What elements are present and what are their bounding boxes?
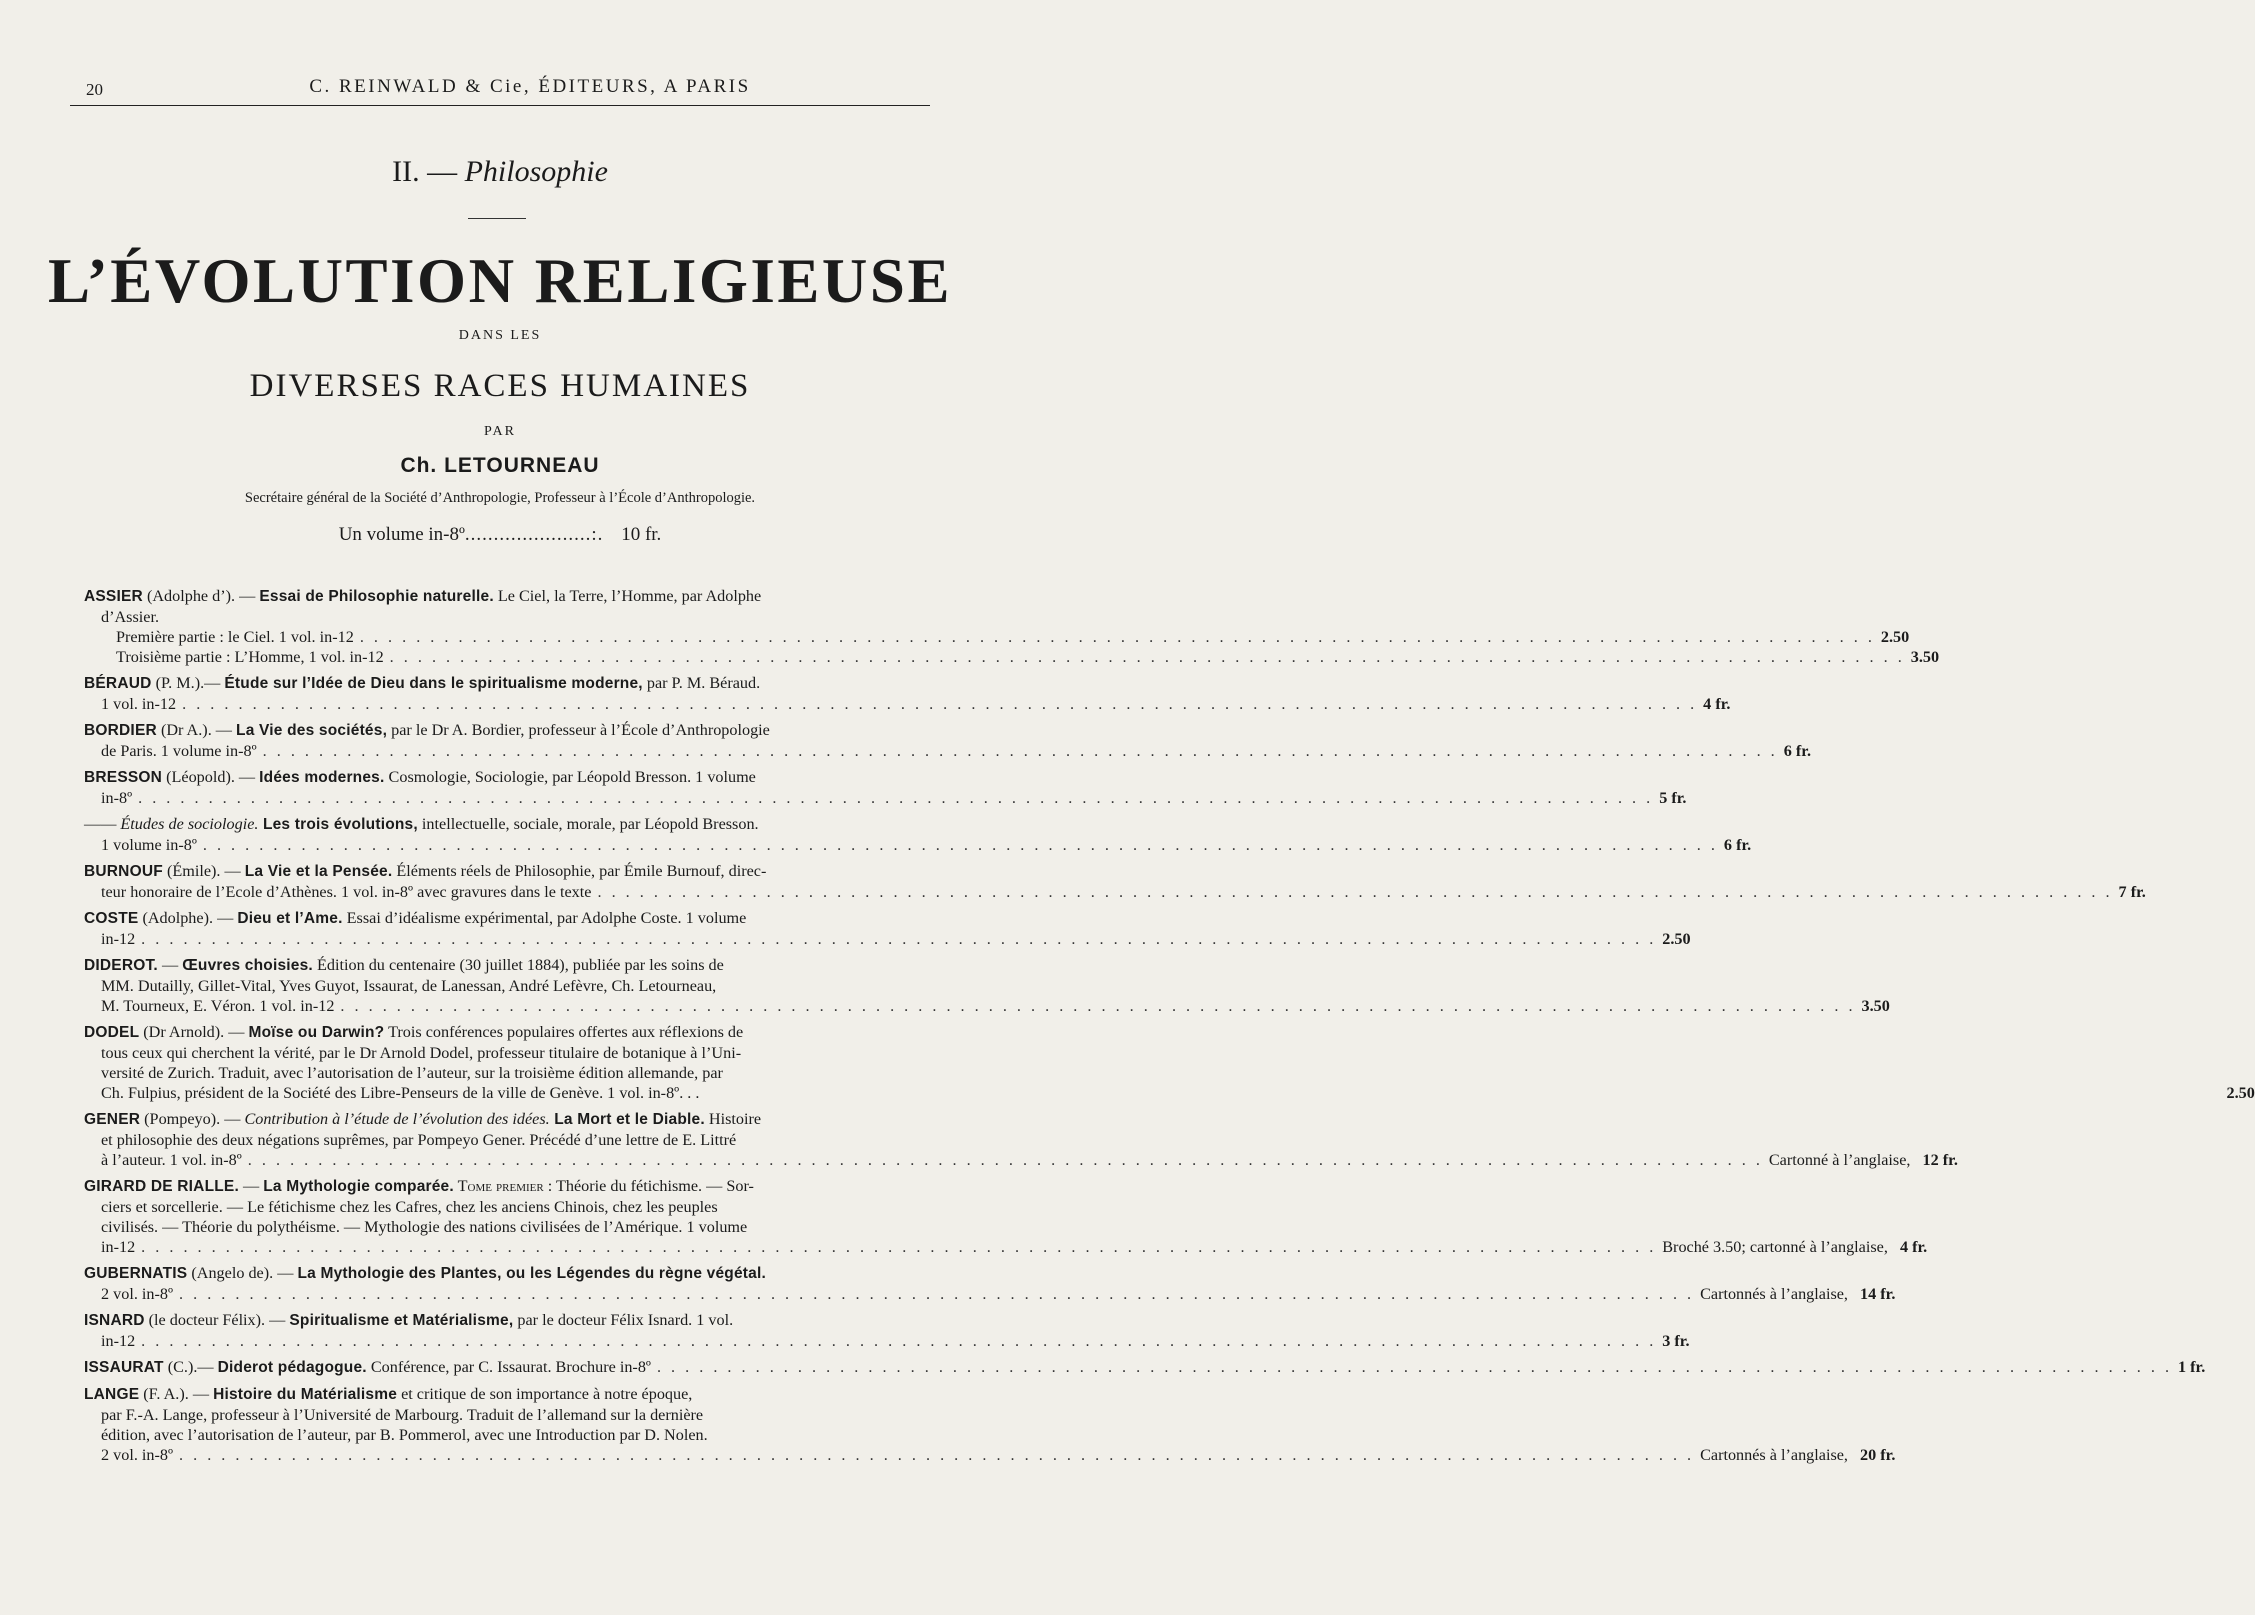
entry-description: Édition du centenaire (30 juillet 1884), publiée par les soins de — [312, 956, 724, 974]
entry-title: Spiritualisme et Matérialisme, — [289, 1312, 514, 1329]
entry-description: Le Ciel, la Terre, l’Homme, par Adolphe — [493, 587, 762, 605]
entry-format-line — [84, 1357, 2206, 1378]
entry-description: versité de Zurich. Traduit, avec l’autorisation de l’auteur, sur la troisième édition allemande, par — [101, 1064, 723, 1082]
entry-description: par P. M. Béraud. — [642, 674, 761, 692]
entry-description: et philosophie des deux négations suprêmes, par Pompeyo Gener. Précédé d’une lettre de E. Littré — [101, 1131, 737, 1149]
catalog-entry-assier — [84, 586, 1940, 667]
entry-part: Première partie : le Ciel. 1 vol. in-12 — [116, 628, 354, 646]
entry-title: La Vie des sociétés, — [236, 722, 388, 739]
entry-description: Éléments réels de Philosophie, par Émile Burnouf, direc- — [392, 862, 767, 880]
entry-price: 12 fr. — [1922, 1151, 1958, 1169]
entry-title: Moïse ou Darwin? — [248, 1024, 385, 1041]
entry-format: Conférence, par C. Issaurat. Brochure in-8º — [366, 1358, 651, 1376]
entry-format-line — [84, 788, 1687, 808]
entry-author: ISSAURAT — [84, 1359, 164, 1376]
entry-description: Trois conférences populaires offertes aux réflexions de — [384, 1023, 744, 1041]
entry-title: La Mort et le Diable. — [549, 1111, 705, 1128]
entry-part: Troisième partie : L’Homme, 1 vol. in-12 — [116, 648, 384, 666]
entry-description: ciers et sorcellerie. — Le fétichisme chez les Cafres, chez les anciens Chinois, chez les peuples — [101, 1198, 718, 1216]
entry-format-line — [84, 882, 2146, 902]
entry-series: Études de sociologie. — [120, 815, 259, 833]
entry-author-detail: (Pompeyo). — — [140, 1110, 245, 1128]
entry-title: Les trois évolutions, — [258, 816, 418, 833]
entry-author: ASSIER — [84, 588, 143, 605]
entry-price: 7 fr. — [2118, 883, 2146, 901]
entry-format: de Paris. 1 volume in-8º — [101, 742, 257, 760]
featured-book-author: Ch. LETOURNEAU — [400, 454, 600, 477]
entry-price: 3.50 — [1861, 997, 1890, 1015]
entry-format: 1 volume in-8º — [101, 836, 197, 854]
entry-author-detail: (Dr Arnold). — — [139, 1023, 249, 1041]
entry-price: 6 fr. — [1723, 836, 1752, 854]
entry-author-detail: (F. A.). — — [139, 1385, 214, 1403]
entry-description: Histoire — [704, 1110, 762, 1128]
section-name: Philosophie — [464, 155, 608, 188]
entry-format: à l’auteur. 1 vol. in-8º — [101, 1151, 242, 1169]
entry-author: GIRARD DE RIALLE. — [84, 1178, 239, 1195]
entry-author-detail: (Angelo de). — — [187, 1264, 298, 1282]
entry-author: BORDIER — [84, 722, 157, 739]
catalog-entry-gubernatis — [84, 1263, 1896, 1304]
entry-description: d’Assier. — [101, 608, 159, 626]
entry-author-detail: (P. M.).— — [151, 674, 225, 692]
entry-price: 3.50 — [1910, 648, 1940, 666]
entry-format-line — [84, 835, 1752, 855]
entry-author: ISNARD — [84, 1312, 145, 1329]
publisher-heading: C. REINWALD & Cie, ÉDITEURS, A PARIS — [309, 76, 751, 97]
featured-book-dans-les: DANS LES — [458, 328, 542, 343]
catalog-entry-bresson — [84, 767, 1687, 808]
entry-description: par le docteur Félix Isnard. 1 vol. — [513, 1311, 734, 1329]
entry-format: 1 vol. in-12 — [101, 695, 177, 713]
entry-binding: Cartonné à l’anglaise, — [1768, 1151, 1911, 1169]
entry-title: Œuvres choisies. — [182, 957, 313, 974]
entry-author-detail: — — [157, 956, 183, 974]
entry-series: Contribution à l’étude de l’évolution des idées. — [244, 1110, 550, 1128]
entry-format: 2 vol. in-8º — [101, 1446, 174, 1464]
catalog-entry-bordier — [84, 720, 1811, 761]
entry-price: 4 fr. — [1703, 695, 1731, 713]
entry-author: BRESSON — [84, 769, 163, 786]
catalog-entry-bresson-sociologie — [84, 814, 1752, 855]
section-rule — [468, 218, 526, 219]
entry-binding: Broché 3.50; cartonné à l’anglaise, — [1662, 1238, 1888, 1256]
entry-title: La Mythologie comparée. — [263, 1178, 454, 1195]
entry-format: in-8º — [101, 789, 133, 807]
entry-format-line — [84, 1445, 1896, 1465]
entry-title: Idées modernes. — [259, 769, 385, 786]
entry-description: tous ceux qui cherchent la vérité, par le Dr Arnold Dodel, professeur titulaire de botanique à l’Uni- — [101, 1044, 742, 1062]
entry-author-detail: (C.).— — [163, 1358, 218, 1376]
entry-part-line — [84, 647, 1940, 667]
entry-format-line — [84, 1331, 1690, 1351]
entry-author-detail: — — [238, 1177, 264, 1195]
section-prefix: II. — — [392, 155, 465, 188]
featured-book-volume: Un volume in-8º — [338, 524, 465, 545]
entry-binding: Cartonnés à l’anglaise, — [1700, 1285, 1848, 1303]
entry-description: intellectuelle, sociale, morale, par Léopold Bresson. — [417, 815, 759, 833]
entry-format-line — [84, 929, 1691, 949]
catalog-entry-girard-de-rialle — [84, 1176, 1928, 1257]
entry-format: Ch. Fulpius, président de la Société des Libre-Penseurs de la ville de Genève. 1 vol. in-8º. . . — [101, 1084, 700, 1102]
entry-description: par le Dr A. Bordier, professeur à l’École d’Anthropologie — [387, 721, 770, 739]
catalog-entry-issaurat — [84, 1357, 2206, 1378]
catalog-entry-burnouf — [84, 861, 2146, 902]
entry-author-detail: (Léopold). — — [162, 768, 260, 786]
entry-author: BÉRAUD — [84, 675, 152, 692]
catalog-entry-diderot — [84, 955, 1890, 1016]
entry-author: BURNOUF — [84, 863, 163, 880]
entry-author: COSTE — [84, 910, 139, 927]
entry-author-detail: (Émile). — — [162, 862, 245, 880]
entry-price: 4 fr. — [1899, 1238, 1928, 1256]
entry-author: GUBERNATIS — [84, 1265, 188, 1282]
entry-format-line — [84, 1284, 1896, 1304]
entry-format: in-12 — [101, 930, 136, 948]
catalog-entry-gener — [84, 1109, 1958, 1170]
entry-format: teur honoraire de l’Ecole d’Athènes. 1 vol. in-8º avec gravures dans le texte — [101, 883, 592, 901]
entry-description: par F.-A. Lange, professeur à l’Université de Marbourg. Traduit de l’allemand sur la dernière — [101, 1406, 704, 1424]
entry-description: MM. Dutailly, Gillet-Vital, Yves Guyot, Issaurat, de Lanessan, André Lefèvre, Ch. Letourneau, — [101, 977, 717, 995]
entry-price: 2.50 — [2226, 1084, 2255, 1102]
page-number: 20 — [86, 80, 103, 99]
entry-title: Étude sur l’Idée de Dieu dans le spiritualisme moderne, — [224, 675, 643, 692]
entry-price: 1 fr. — [2178, 1358, 2206, 1376]
entry-author-detail: (Dr A.). — — [156, 721, 237, 739]
entry-description: civilisés. — Théorie du polythéisme. — Mythologie des nations civilisées de l’Amérique. 1 volume — [101, 1218, 748, 1236]
entry-format: 2 vol. in-8º — [101, 1285, 174, 1303]
entry-title: Essai de Philosophie naturelle. — [259, 588, 494, 605]
entry-description: : Théorie du fétichisme. — Sor- — [543, 1177, 754, 1195]
entry-author-detail: (Adolphe d’). — — [142, 587, 260, 605]
entry-description: Essai d’idéalisme expérimental, par Adolphe Coste. 1 volume — [342, 909, 747, 927]
catalog-entry-isnard — [84, 1310, 1690, 1351]
entry-title: Dieu et l’Ame. — [237, 910, 343, 927]
featured-book-author-role: Secrétaire général de la Société d’Anthropologie, Professeur à l’École d’Anthropologie. — [244, 490, 756, 506]
catalog-entry-lange — [84, 1384, 1896, 1465]
entry-price: 6 fr. — [1783, 742, 1811, 760]
featured-book-title: L’ÉVOLUTION RELIGIEUSE — [48, 246, 952, 316]
entry-description: Cosmologie, Sociologie, par Léopold Bresson. 1 volume — [384, 768, 756, 786]
entry-part-line — [84, 627, 1910, 647]
section-title — [0, 155, 1000, 189]
entry-description: édition, avec l’autorisation de l’auteur, par B. Pommerol, avec une Introduction par D. Nolen. — [101, 1426, 708, 1444]
entry-binding: Cartonnés à l’anglaise, — [1700, 1446, 1848, 1464]
catalog-entry-beraud — [84, 673, 1731, 714]
featured-book-price: 10 fr. — [621, 524, 662, 545]
entry-format-line — [84, 741, 1811, 761]
catalog-entry-dodel — [84, 1022, 2255, 1103]
entry-description: et critique de son importance à notre époque, — [397, 1385, 693, 1403]
entry-format-line — [84, 1150, 1958, 1170]
entry-price: 20 fr. — [1860, 1446, 1896, 1464]
entry-format-line — [84, 694, 1731, 714]
entry-author: DODEL — [84, 1024, 140, 1041]
entry-price: 14 fr. — [1860, 1285, 1896, 1303]
entry-author: GENER — [84, 1111, 141, 1128]
entry-format-line — [84, 1083, 2255, 1103]
entry-format: in-12 — [101, 1332, 136, 1350]
entry-format: in-12 — [101, 1238, 136, 1256]
running-header — [70, 76, 930, 102]
catalog-entries — [84, 586, 2255, 1471]
entry-title: Diderot pédagogue. — [217, 1359, 367, 1376]
catalog-entry-coste — [84, 908, 1691, 949]
header-rule — [70, 105, 930, 106]
entry-format: M. Tourneux, E. Véron. 1 vol. in-12 — [101, 997, 335, 1015]
entry-author: DIDEROT. — [84, 957, 158, 974]
featured-book-subtitle: DIVERSES RACES HUMAINES — [249, 368, 751, 404]
entry-dash: —— — [84, 815, 121, 833]
entry-tome: Tome premier — [453, 1177, 544, 1195]
entry-price: 5 fr. — [1659, 789, 1687, 807]
entry-title: La Mythologie des Plantes, ou les Légendes du règne végétal. — [297, 1265, 766, 1282]
entry-price: 2.50 — [1662, 930, 1691, 948]
entry-price: 2.50 — [1880, 628, 1910, 646]
featured-book-volume-line: Un volume in-8º......................:. 10 fr. — [338, 524, 662, 545]
entry-title: Histoire du Matérialisme — [213, 1386, 398, 1403]
entry-author-detail: (Adolphe). — — [138, 909, 238, 927]
entry-format-line — [84, 1237, 1928, 1257]
featured-book-par: PAR — [484, 424, 516, 439]
entry-title: La Vie et la Pensée. — [244, 863, 393, 880]
entry-price: 3 fr. — [1662, 1332, 1690, 1350]
entry-format-line — [84, 996, 1890, 1016]
entry-author: LANGE — [84, 1386, 140, 1403]
entry-author-detail: (le docteur Félix). — — [144, 1311, 290, 1329]
